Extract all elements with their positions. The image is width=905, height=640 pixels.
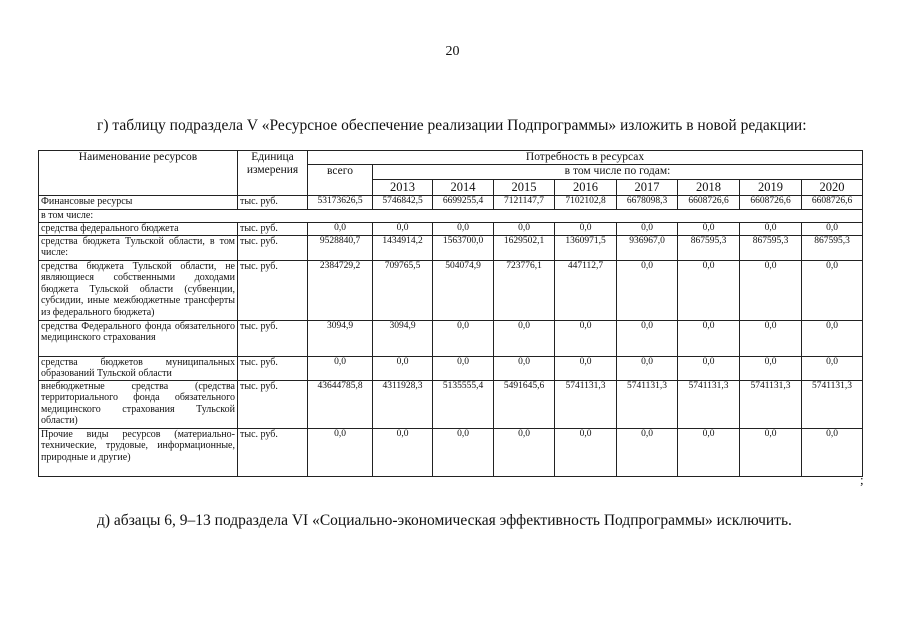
table-row [39,380,863,428]
value-cell-year: 5491645,6 [494,380,555,428]
value-cell-year: 0,0 [617,260,678,320]
value-cell-total: 43644785,8 [308,380,373,428]
header-by-years: в том числе по годам: [373,165,863,180]
row-unit: тыс. руб. [238,222,308,235]
value-cell-year: 0,0 [555,222,617,235]
page-number: 20 [445,44,460,59]
value-cell-year: 0,0 [617,320,678,356]
value-cell-year: 0,0 [494,428,555,476]
resources-table [38,150,863,477]
value-cell-year: 0,0 [433,428,494,476]
value-cell-year: 0,0 [678,356,740,380]
value-cell-total: 0,0 [308,356,373,380]
value-cell-year: 0,0 [678,428,740,476]
value-cell-year: 0,0 [555,356,617,380]
value-cell-year: 1563700,0 [433,235,494,260]
value-cell-year: 0,0 [494,320,555,356]
value-cell-year: 709765,5 [373,260,433,320]
value-cell-year: 3094,9 [373,320,433,356]
row-name: средства бюджетов муниципальных образований Тульской области [39,356,238,380]
value-cell-year: 0,0 [373,356,433,380]
row-name: средства федерального бюджета [39,222,238,235]
value-cell-year: 0,0 [740,320,802,356]
header-year: 2015 [494,180,555,195]
value-cell-total: 3094,9 [308,320,373,356]
value-cell-year: 0,0 [678,260,740,320]
value-cell-year: 0,0 [802,320,863,356]
value-cell-year: 504074,9 [433,260,494,320]
row-unit: тыс. руб. [238,428,308,476]
value-cell-year: 0,0 [678,222,740,235]
table-row [39,222,863,235]
header-year: 2020 [802,180,863,195]
table-row [39,209,863,222]
value-cell-year: 1360971,5 [555,235,617,260]
value-cell-year: 0,0 [617,356,678,380]
outro-paragraph: д) абзацы 6, 9–13 подраздела VI «Социально-экономическая эффективность Подпрограммы» исключить. [97,512,792,529]
value-cell-year: 0,0 [433,320,494,356]
row-subheading: в том числе: [39,209,863,222]
value-cell-year: 723776,1 [494,260,555,320]
table-row [39,235,863,260]
value-cell-total: 2384729,2 [308,260,373,320]
table-row [39,428,863,476]
value-cell-year: 0,0 [617,428,678,476]
value-cell-year: 0,0 [740,356,802,380]
row-name: внебюджетные средства (средства территориального фонда обязательного медицинского страхования Тульской области) [39,380,238,428]
value-cell-year: 0,0 [555,320,617,356]
row-unit: тыс. руб. [238,235,308,260]
row-name: Финансовые ресурсы [39,195,238,209]
header-unit: Единица измерения [238,151,308,196]
value-cell-year: 6608726,6 [678,195,740,209]
table-row [39,195,863,209]
header-year: 2019 [740,180,802,195]
table-header [39,151,863,196]
row-name: Прочие виды ресурсов (материально-технические, трудовые, информационные, природные и другие) [39,428,238,476]
table-row [39,260,863,320]
header-year: 2018 [678,180,740,195]
header-need: Потребность в ресурсах [308,151,863,165]
value-cell-year: 0,0 [373,222,433,235]
value-cell-year: 6608726,6 [802,195,863,209]
row-unit: тыс. руб. [238,380,308,428]
value-cell-year: 0,0 [802,260,863,320]
value-cell-year: 7102102,8 [555,195,617,209]
value-cell-year: 6678098,3 [617,195,678,209]
value-cell-year: 5741131,3 [740,380,802,428]
value-cell-year: 867595,3 [802,235,863,260]
value-cell-year: 5135555,4 [433,380,494,428]
intro-paragraph: г) таблицу подраздела V «Ресурсное обеспечение реализации Подпрограммы» изложить в новой редакции: [97,117,807,134]
value-cell-year: 0,0 [433,222,494,235]
value-cell-year: 4311928,3 [373,380,433,428]
value-cell-year: 867595,3 [678,235,740,260]
value-cell-year: 5741131,3 [617,380,678,428]
value-cell-year: 0,0 [678,320,740,356]
value-cell-year: 0,0 [373,428,433,476]
value-cell-year: 0,0 [433,356,494,380]
value-cell-year: 5741131,3 [802,380,863,428]
value-cell-year: 0,0 [555,428,617,476]
header-year: 2014 [433,180,494,195]
table-row [39,320,863,356]
row-name: средства бюджета Тульской области, в том числе: [39,235,238,260]
value-cell-year: 0,0 [740,428,802,476]
value-cell-year: 447112,7 [555,260,617,320]
value-cell-year: 936967,0 [617,235,678,260]
value-cell-year: 0,0 [740,260,802,320]
header-resource-name: Наименование ресурсов [39,151,238,196]
value-cell-year: 0,0 [740,222,802,235]
value-cell-year: 5746842,5 [373,195,433,209]
value-cell-total: 53173626,5 [308,195,373,209]
value-cell-year: 867595,3 [740,235,802,260]
value-cell-year: 6608726,6 [740,195,802,209]
header-year: 2017 [617,180,678,195]
value-cell-year: 7121147,7 [494,195,555,209]
header-year: 2013 [373,180,433,195]
table-row [39,356,863,380]
value-cell-total: 0,0 [308,428,373,476]
row-name: средства Федерального фонда обязательного медицинского страхования [39,320,238,356]
value-cell-total: 0,0 [308,222,373,235]
header-year: 2016 [555,180,617,195]
value-cell-year: 0,0 [617,222,678,235]
row-unit: тыс. руб. [238,260,308,320]
value-cell-year: 0,0 [494,356,555,380]
value-cell-year: 0,0 [802,428,863,476]
value-cell-year: 0,0 [802,222,863,235]
value-cell-total: 9528840,7 [308,235,373,260]
row-unit: тыс. руб. [238,320,308,356]
row-name: средства бюджета Тульской области, не являющиеся собственными доходами бюджета Тульской области (субвенции, субсидии, иные межбюджетные трансферты из федерального бюджета) [39,260,238,320]
header-total: всего [308,165,373,195]
row-unit: тыс. руб. [238,195,308,209]
value-cell-year: 6699255,4 [433,195,494,209]
value-cell-year: 1629502,1 [494,235,555,260]
row-unit: тыс. руб. [238,356,308,380]
value-cell-year: 5741131,3 [678,380,740,428]
value-cell-year: 5741131,3 [555,380,617,428]
value-cell-year: 0,0 [494,222,555,235]
value-cell-year: 0,0 [802,356,863,380]
trailing-semicolon: ; [860,472,864,487]
value-cell-year: 1434914,2 [373,235,433,260]
